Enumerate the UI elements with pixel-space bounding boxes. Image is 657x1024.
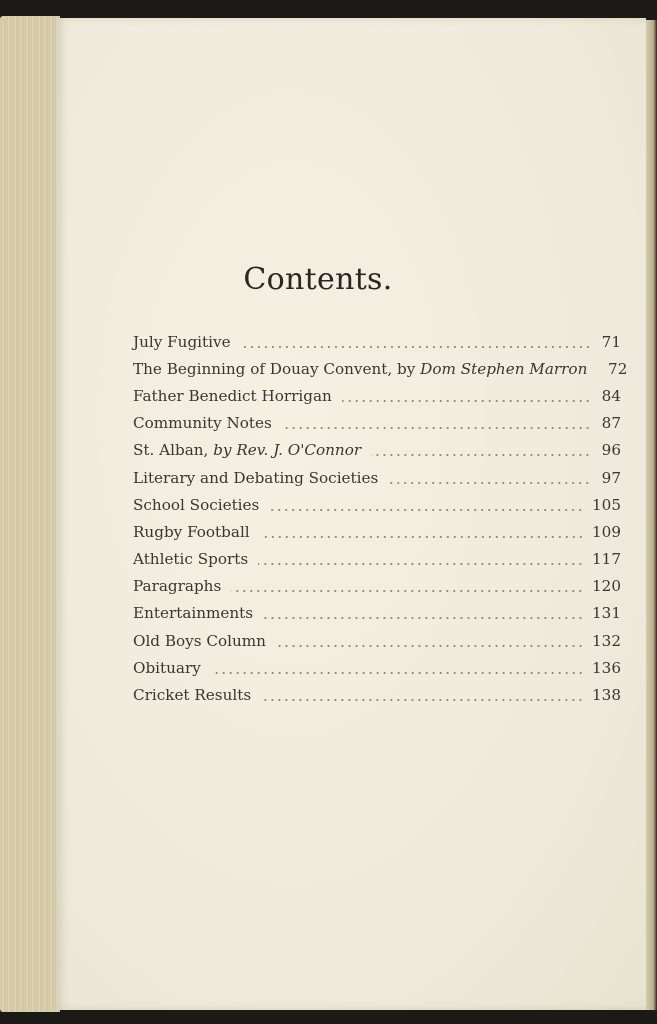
contents-list xyxy=(133,328,628,709)
dot-leader xyxy=(342,389,591,403)
entry-title: School Societies xyxy=(133,495,260,514)
dot-leader xyxy=(261,688,584,702)
toc-entry xyxy=(133,464,621,491)
entry-title: Athletic Sports xyxy=(133,550,249,569)
dot-leader xyxy=(282,416,591,430)
toc-entry xyxy=(133,328,621,355)
entry-title: Community Notes xyxy=(133,414,272,433)
page-number: 97 xyxy=(601,468,621,487)
dot-leader xyxy=(241,335,591,349)
entry-title: Paragraphs xyxy=(133,577,222,596)
page-number: 120 xyxy=(592,577,621,596)
page-number: 96 xyxy=(601,441,621,460)
page-number: 132 xyxy=(592,631,621,650)
toc-entry xyxy=(133,654,621,681)
entry-title: Literary and Debating Societies xyxy=(133,468,379,487)
entry-title: Father Benedict Horrigan xyxy=(133,386,332,405)
entry-author: by Rev. J. O'Connor xyxy=(213,441,362,460)
entry-title: Old Boys Column xyxy=(133,631,266,650)
toc-entry xyxy=(133,546,621,573)
toc-entry xyxy=(133,518,621,545)
page-number: 117 xyxy=(592,550,621,569)
entry-title: Entertainments xyxy=(133,604,254,623)
page-number: 105 xyxy=(592,495,621,514)
right-page-edge xyxy=(645,20,657,1010)
page-stack-edge xyxy=(0,16,60,1012)
page-number: 131 xyxy=(592,604,621,623)
dot-leader xyxy=(231,579,584,593)
toc-entry xyxy=(133,355,628,382)
dot-leader xyxy=(258,552,584,566)
entry-title: July Fugitive xyxy=(133,332,231,351)
page-number: 87 xyxy=(601,414,621,433)
page-number: 72 xyxy=(608,359,628,378)
toc-entry xyxy=(133,382,621,409)
dot-leader xyxy=(388,471,591,485)
toc-entry xyxy=(133,627,621,654)
toc-entry xyxy=(133,573,621,600)
page-number: 109 xyxy=(592,522,621,541)
dot-leader xyxy=(269,498,584,512)
entry-title: Obituary xyxy=(133,658,201,677)
entry-title: The Beginning of Douay Convent, by Dom Stephen Marron xyxy=(133,359,588,378)
toc-entry xyxy=(133,600,621,627)
dot-leader xyxy=(371,443,591,457)
dot-leader xyxy=(276,634,584,648)
entry-title: St. Alban, by Rev. J. O'Connor xyxy=(133,441,362,460)
entry-title: Cricket Results xyxy=(133,686,252,705)
toc-entry xyxy=(133,410,621,437)
dot-leader xyxy=(211,661,584,675)
toc-entry xyxy=(133,437,621,464)
dot-leader xyxy=(260,525,584,539)
page-number: 138 xyxy=(592,686,621,705)
page-number: 71 xyxy=(601,332,621,351)
toc-entry xyxy=(133,491,621,518)
toc-entry xyxy=(133,681,621,708)
page-title: Contents. xyxy=(243,262,393,297)
dot-leader xyxy=(263,606,584,620)
page-number: 84 xyxy=(601,386,621,405)
entry-author: Dom Stephen Marron xyxy=(420,359,588,378)
page-number: 136 xyxy=(592,658,621,677)
entry-title: Rugby Football xyxy=(133,522,250,541)
